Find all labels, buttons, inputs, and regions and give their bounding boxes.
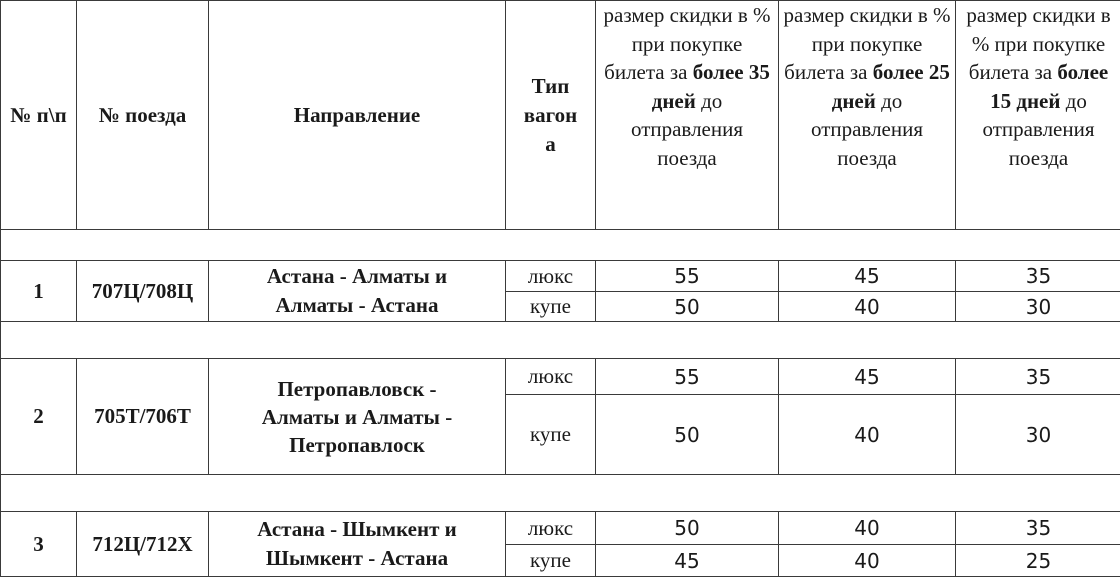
- discount-25: 45: [779, 359, 956, 395]
- header-discount-35: размер скидки в % при покупке билета за более 35 дней до отправления поезда: [596, 1, 779, 230]
- direction: Петропавловск - Алматы и Алматы - Петропавлоск: [209, 359, 506, 475]
- discount-15: 30: [956, 292, 1120, 322]
- spacer-row: [1, 322, 1120, 359]
- discount-15: 30: [956, 395, 1120, 475]
- direction: Астана - Алматы и Алматы - Астана: [209, 261, 506, 322]
- header-num: № п\п: [1, 1, 77, 230]
- header-wagon-type: Тип вагон а: [506, 1, 596, 230]
- discount-35: 50: [596, 512, 779, 545]
- discount-35: 55: [596, 261, 779, 292]
- train-number: 707Ц/708Ц: [77, 261, 209, 322]
- wagon-type: купе: [506, 292, 596, 322]
- header-discount-15: размер скидки в % при покупке билета за более 15 дней до отправления поезда: [956, 1, 1120, 230]
- wagon-type: купе: [506, 545, 596, 577]
- direction: Астана - Шымкент и Шымкент - Астана: [209, 512, 506, 577]
- discount-25: 45: [779, 261, 956, 292]
- wagon-type: купе: [506, 395, 596, 475]
- row-number: 2: [1, 359, 77, 475]
- spacer-row: [1, 230, 1120, 261]
- header-direction: Направление: [209, 1, 506, 230]
- train-number: 712Ц/712Х: [77, 512, 209, 577]
- discount-25: 40: [779, 395, 956, 475]
- discount-35: 45: [596, 545, 779, 577]
- table-row: [1, 359, 1120, 395]
- header-train: № поезда: [77, 1, 209, 230]
- row-number: 1: [1, 261, 77, 322]
- discount-15: 35: [956, 359, 1120, 395]
- discount-35: 55: [596, 359, 779, 395]
- header-discount-25: размер скидки в % при покупке билета за более 25 дней до отправления поезда: [779, 1, 956, 230]
- discount-35: 50: [596, 292, 779, 322]
- train-number: 705Т/706Т: [77, 359, 209, 475]
- table-row: [1, 512, 1120, 545]
- discount-25: 40: [779, 292, 956, 322]
- discount-15: 35: [956, 261, 1120, 292]
- discount-15: 25: [956, 545, 1120, 577]
- wagon-type: люкс: [506, 512, 596, 545]
- header-row: [1, 1, 1120, 230]
- table-row: [1, 261, 1120, 292]
- discount-25: 40: [779, 512, 956, 545]
- row-number: 3: [1, 512, 77, 577]
- spacer-row: [1, 475, 1120, 512]
- discount-35: 50: [596, 395, 779, 475]
- wagon-type: люкс: [506, 261, 596, 292]
- wagon-type: люкс: [506, 359, 596, 395]
- discount-25: 40: [779, 545, 956, 577]
- discount-15: 35: [956, 512, 1120, 545]
